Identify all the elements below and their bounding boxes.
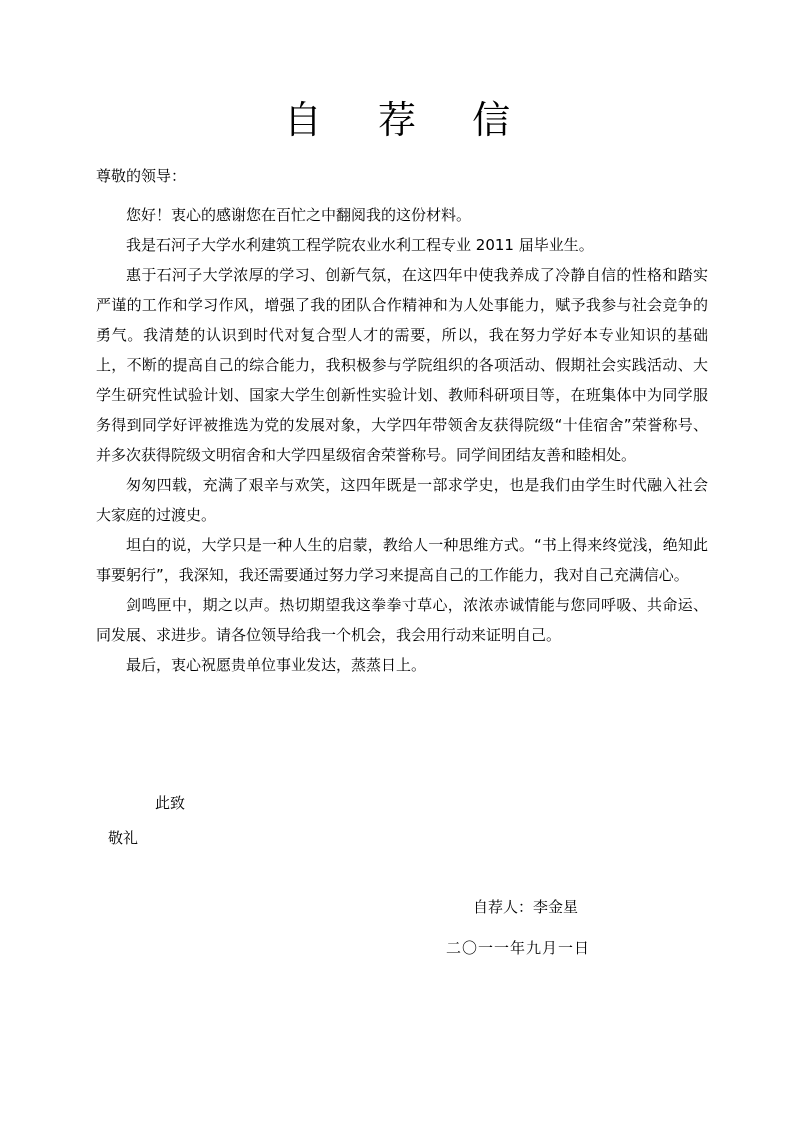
- paragraph-four-years: 匆匆四载，充满了艰辛与欢笑，这四年既是一部求学史，也是我们由学生时代融入社会大家庭的过渡史。: [96, 476, 708, 524]
- salutation: 尊敬的领导：: [96, 167, 187, 185]
- paragraph-confidence: 坦白的说，大学只是一种人生的启蒙，教给人一种思维方式。“书上得来终觉浅，绝知此事要躬行”，我深知，我还需要通过努力学习来提高自己的工作能力，我对自己充满信心。: [96, 536, 708, 584]
- paragraph-introduction: 我是石河子大学水利建筑工程学院农业水利工程专业 2011 届毕业生。: [126, 236, 594, 254]
- paragraph-request: 剑鸣匣中，期之以声。热切期望我这拳拳寸草心，浓浓赤诚情能与您同呼吸、共命运、同发展、求进步。请各位领导给我一个机会，我会用行动来证明自己。: [96, 596, 708, 644]
- letter-date: 二〇一一年九月一日: [446, 939, 591, 957]
- letter-body: [96, 200, 708, 680]
- paragraph-experience: 惠于石河子大学浓厚的学习、创新气氛，在这四年中使我养成了冷静自信的性格和踏实严谨的工作和学习作风，增强了我的团队合作精神和为人处事能力，赋予我参与社会竞争的勇气。我清楚的认识到时代对复合型人才的需要，所以，我在努力学好本专业知识的基础上，不断的提高自己的综合能力，我积极参与学院组织的各项活动、假期社会实践活动、大学生研究性试验计划、国家大学生创新性实验计划、教师科研项目等，在班集体中为同学服务得到同学好评被推选为党的发展对象，大学四年带领舍友获得院级“十佳宿舍”荣誉称号、并多次获得院级文明宿舍和大学四星级宿舍荣誉称号。同学间团结友善和睦相处。: [96, 266, 708, 464]
- signature: 自荐人：李金星: [473, 898, 579, 916]
- closing-cizhi: 此致: [155, 794, 186, 812]
- paragraph-wishes: 最后，衷心祝愿贵单位事业发达，蒸蒸日上。: [126, 656, 427, 674]
- letter-title: 自 荐 信: [283, 98, 533, 142]
- closing-jingli: 敬礼: [108, 829, 139, 847]
- paragraph-greeting: 您好！衷心的感谢您在百忙之中翻阅我的这份材料。: [126, 206, 472, 224]
